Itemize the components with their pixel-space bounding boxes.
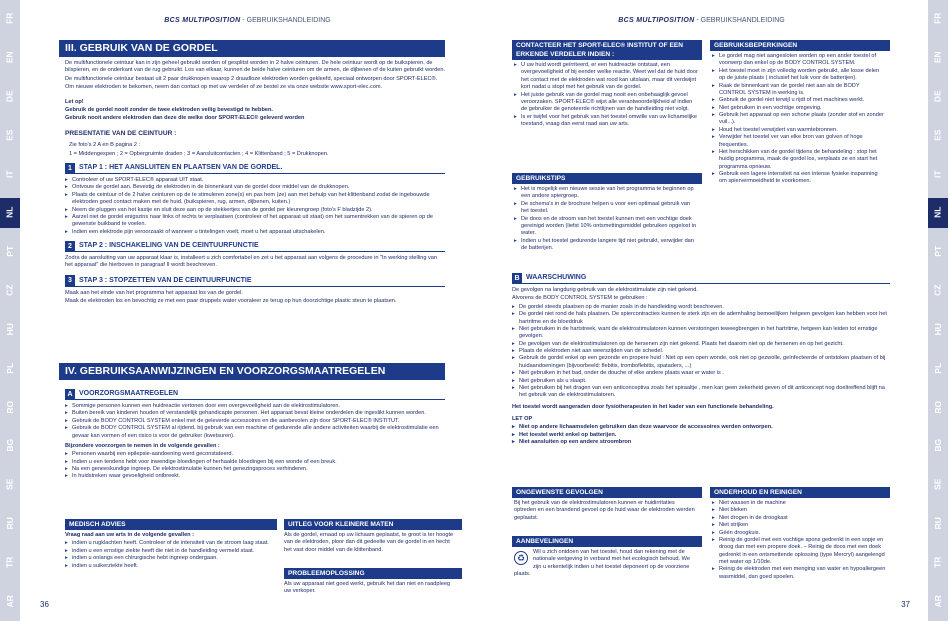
lang-tab-fr: [0, 14, 20, 23]
lang-tab-de: [928, 92, 948, 101]
recommendations-box: [512, 536, 702, 582]
lang-tab-label: EN: [932, 51, 943, 64]
list-item: ▸ De gevolgen van de elektrostimulatoren op de hersenen zijn niet gekend. Plaats het daarom niet op de hersenen en op het gezicht.: [512, 341, 890, 348]
lang-tab-nl: [0, 198, 20, 228]
warning-section: [512, 273, 890, 447]
list-item: ▸ Niet wassen in de machine: [712, 500, 886, 507]
list-item: ▸ Het toestel moet in zijn volledig worden gebruikt, alle losse delen op de juiste plaats ( inclusief het luik voor de batterijen).: [712, 68, 886, 83]
step-number: 3: [65, 275, 75, 286]
header-separator: -: [240, 17, 247, 24]
list-item: ▸ In huidstreken waar gevoeligheid ontbreekt.: [65, 473, 445, 480]
lang-tab-label: DE: [932, 90, 943, 103]
list-item: ▸ Het herschikken van de gordel tijdens de behandeling : stop het huidig programma, maak de gordel los, verplaats ze en start het programma opnieuw.: [712, 149, 886, 171]
lang-tab-se: [0, 480, 20, 489]
language-sidebar-right: [928, 0, 948, 621]
section-letter: B: [512, 273, 522, 284]
list-item: ▸ Indien u een tendens hebt voor inwendige bloedingen of herhaalde bloedingen bij een wonde of een breuk.: [65, 459, 445, 466]
list-item: ▸ Het is mogelijk een nieuwe sessie van het programma te beginnen op een andere spiergroep.: [514, 186, 698, 201]
lang-tab-label: DE: [4, 90, 15, 103]
list-item: ▸ Niet gebruiken in een vochtige omgeving.: [712, 105, 886, 112]
box-text: Wil u zich ontdoen van het toestel, houd dan rekening met de nationale wetgeving in verband met het ecologisch behoud. We zijn u erkentelijk indien u het toestel deponeert op de voorziene plaats.: [514, 549, 690, 578]
lang-tab-nl: [928, 198, 948, 228]
page-number: 37: [901, 600, 910, 610]
box-title: CONTACTEER HET SPORT-ELEC® INSTITUT OF EEN ERKENDE VERDELER INDIEN :: [512, 40, 702, 60]
lang-tab-label: HU: [932, 323, 943, 336]
lang-tab-label: ES: [932, 129, 943, 141]
list-item: ▸ Gebruik het apparaat op een schone plaats (zonder stof en zonder vuil...).: [712, 112, 886, 127]
presentation-heading: PRESENTATIE VAN DE CEINTUUR :: [65, 129, 177, 137]
list-item: ▸ Neem de pluggen van het kastje en sluit deze aan op de stekkertjes van de gordel per kleurengroep (foto's F bladzijde 2).: [65, 207, 445, 214]
list-item: ▸ Raak de binnenkant van de gordel niet aan als de BODY CONTROL SYSTEM in werking is.: [712, 83, 886, 98]
lang-tab-label: CZ: [4, 284, 15, 297]
list-item: ▸ Niet gebruiken als u slaapt.: [512, 378, 890, 385]
section-title: IV. GEBRUIKSAANWIJZINGEN EN VOORZORGSMAATREGELEN: [59, 363, 445, 380]
subsection-title: VOORZORGSMAATREGELEN: [79, 390, 179, 398]
lang-tab-label: PT: [932, 246, 943, 257]
presentation-text: Zie foto's 2 A en B pagina 2 :: [69, 142, 141, 149]
list-item: ▸ Aarzel niet de gordel enigszins naar links of rechts te verplaatsen (controleer of het apparaat uit staat) om het samentrekken van de spieren op de gewenste buikband te voelen.: [65, 214, 445, 229]
intro-paragraph: De multifunctionele ceintuur bestaat uit 2 paar drukknopen waarop 2 draadloze elektroden worden gekleefd, speciaal ontworpen door SPORT-ELEC®.: [65, 75, 438, 82]
list-item: ▸ indien u onlangs een chirurgische hebt ingreep ondergaan.: [65, 555, 273, 562]
lang-tab-label: IT: [4, 170, 15, 178]
list-item: ▸ Indien u het toestel gedurende langere tijd niet gebruikt, verwijder dan de batterijen.: [514, 238, 698, 253]
list-item: ▸ Gebruik de BODY CONTROL SYSTEM al rijdend, bij gebruik van een machine of gedurende alle andere activiteiten waarbij de elektrostimulatie een gevaar kan vormen of een risico is voor de gebruiker (kwetsuren).: [65, 425, 445, 440]
recommendation-note: Het toestel wordt aangeraden door fysiotherapeuten in het kader van een functionele behandeling.: [512, 403, 774, 410]
lang-tab-pl: [928, 364, 948, 373]
lang-tab-ru: [0, 519, 20, 528]
special-precautions-heading: Bijzondere voorzorgen te nemen in de volgende gevallen :: [65, 442, 220, 449]
list-item: ▸ Is er twijfel voor het gebruik van het toestel omwille van uw lichamelijke toestand, vraag dan eerst raad aan uw arts.: [514, 114, 698, 129]
language-sidebar-left: [0, 0, 20, 621]
page-header: [475, 16, 928, 25]
lang-tab-pl: [0, 364, 20, 373]
list-item: ▸ Gebruik de BODY CONTROL SYSTEM enkel met de geleverde accessoires en die aanbevolen zijn door SPORT-ELEC® INSTITUT.: [65, 418, 445, 425]
list-item: ▸ Buiten bereik van kinderen houden of verstandelijk gehandicapte personen. Het apparaat bevat kleine onderdelen die ingeslikt kunnen worden.: [65, 410, 445, 417]
lang-tab-tr: [928, 558, 948, 567]
section-letter: A: [65, 389, 75, 400]
box-lead: Vraag raad aan uw arts in de volgende gevallen :: [65, 532, 195, 538]
list-item: ▸ Na een geneeskundige ingreep. De elektrostimulatie kunnen het genezingsproces verhinderen.: [65, 466, 445, 473]
lang-tab-ar: [0, 594, 20, 607]
page-header: [20, 16, 475, 25]
list-item: ▸ Controleer of uw SPORT-ELEC® apparaat UIT staat.: [65, 177, 445, 184]
list-item: ▸ Gebruik een lagere intensiteit na een intense fysieke inspanning om spiervermoeidheid te voorkomen.: [712, 171, 886, 186]
page-number: 36: [40, 600, 49, 610]
list-item: ▸ Personen waarbij een epilepsie-aandoening werd geconstateerd.: [65, 451, 445, 458]
lang-tab-label: RU: [4, 517, 15, 530]
presentation-legend: 1 = Middengespen ; 2 = Opbergruimte draden ; 3 = Aansluitcontacten ; 4 = Klittenband ; 5 = Drukknopen.: [69, 150, 329, 157]
box-text: Als de gordel, ernaad op uw lichaam geplaatst, te groot is ter hoogte van de elektroden, ploor dan dit gedeelte van de gordel in en hecht het vast door middel van de klittenband.: [284, 532, 454, 553]
lang-tab-label: EN: [4, 51, 15, 64]
list-item: ▸ De gordel niet rond de hals plaatsen. De spiercontracties kunnen te sterk zijn en de ademhaling bemoeilijken hetgeen gevolgen kan hebben voor het hartritme en de bloeddruk: [512, 311, 890, 326]
brand-logo: BCS MULTIPOSITION: [618, 17, 695, 24]
lang-tab-pt: [0, 247, 20, 256]
lang-tab-es: [0, 131, 20, 140]
precautions-section: [65, 389, 445, 481]
lang-tab-label: RO: [932, 400, 943, 414]
lang-tab-label: AR: [4, 594, 15, 607]
smaller-sizes-box: [284, 519, 462, 557]
list-item: ▸ U uw huid wordt geïrriteerd, er een huidreactie ontstaat, een overgevoeligheid of bij eender welke reactie. Weet wel dat de huid door het contact met de elektroden wat rood kan uitslaan, maar dit verdwijnt kort nadat u stopt met het gebruik van de gordel.: [514, 62, 698, 92]
list-item: ▸ Gebruik de gordel enkel op een gezonde en propere huid : Niet op een open wonde, ook niet op gezwolle, geïnfecteerde of ontstoken plaatsen of bij huidaandoeningen (bijvoorbeeld: flebitis, tromboflebitis, spataders, ...): [512, 355, 890, 370]
letop-list: [512, 424, 890, 446]
box-title: MEDISCH ADVIES: [65, 519, 277, 530]
list-item: ▸ De gordel steeds plaatsen op de manier zoals in de handleiding wordt beschreven.: [512, 304, 890, 311]
step2-header: [65, 241, 445, 252]
lang-tab-label: TR: [932, 556, 943, 568]
lang-tab-bg: [0, 441, 20, 450]
list-item: ▸ Niet gebruiken in de hartstreek, want de elektrostimulatoren kunnen verstoringen teweegbrengen in het hartritme, hetgeen kan leiden tot ernstige gevolgen.: [512, 326, 890, 341]
list-item: ▸ indien u suikerziekte heeft.: [65, 563, 273, 570]
warning-text: Gebruik nooit andere elektroden dan deze die welke door SPORT-ELEC® geleverd worden: [65, 115, 305, 122]
lang-tab-label: PL: [932, 362, 943, 374]
list-item: ▸ Géén droogkuis.: [712, 530, 886, 537]
intro-paragraph: De multifunctionele ceintuur kan in zijn geheel gebruikt worden of gesplitst worden in 2 halve ceinturen. De hele ceintuur wordt op de buikspieren, de bilspieren, en de onderkant van de rug gebruikt. Los van elkaar, kunnen de beide halve ceinturen om de armen, de dijbenen of de kuiten gebruikt worden.: [65, 60, 446, 74]
lang-tab-bg: [928, 441, 948, 450]
lang-tab-label: FR: [932, 12, 943, 25]
warning-list: [512, 304, 890, 400]
list-item: ▸ Sommige personen kunnen een huidreactie vertonen door een overgevoeligheid aan de elektrostimulatoren.: [65, 403, 445, 410]
list-item: ▸ Niet aansluiten op een andere stroombron: [512, 439, 890, 446]
list-item: ▸ Niet gebruiken in het bad, onder de douche of elke andere plaats waar er water is .: [512, 370, 890, 377]
list-item: ▸ Plaats de elektroden niet aan weerszijden van de schedel.: [512, 348, 890, 355]
lang-tab-cz: [0, 286, 20, 295]
lang-tab-label: SE: [4, 478, 15, 491]
list-item: ▸ Het toestel werkt enkel op batterijen.: [512, 432, 890, 439]
precautions-header: [65, 389, 445, 400]
lang-tab-label: SE: [932, 478, 943, 491]
brand-logo: BCS MULTIPOSITION: [164, 17, 241, 24]
lang-tab-label: AR: [932, 594, 943, 607]
lang-tab-fr: [928, 14, 948, 23]
lang-tab-label: BG: [4, 439, 15, 452]
warning-text: Gebruik de gordel nooit zonder de twee elektroden veilig bevestigd te hebben.: [65, 106, 273, 113]
special-precautions-list: [65, 451, 445, 481]
list-item: ▸ Niet bleken: [712, 507, 886, 514]
box-text: Bij het gebruik van de elektrostimulatoren kunnen er huidirritaties optreden en een brandend gevoel op de huid waar de elektroden werden geplaatst.: [514, 500, 695, 521]
list-item: ▸ Reinig de gordel met een vochtige spons gedrenkt in een sopje en droog dan met een propere doek. – Reinig de doos met een doek gedrenkt in een ontsmettende oplossing (type Mercryl) aangelengd met water op 1/10de.: [712, 537, 886, 567]
lang-tab-hu: [928, 325, 948, 334]
lang-tab-label: RO: [4, 400, 15, 414]
step3-text: Maak aan het einde van het programma het apparaat los van de gordel.: [65, 289, 243, 296]
box-title: UITLEG VOOR KLEINERE MATEN: [284, 519, 462, 530]
right-page: [475, 0, 928, 621]
lang-tab-cz: [928, 286, 948, 295]
box-title: PROBLEEMOPLOSSING: [284, 568, 462, 579]
letop-heading: LET OP: [512, 416, 533, 422]
medical-advice-box: [65, 519, 277, 572]
lang-tab-it: [928, 170, 948, 179]
lang-tab-label: ES: [4, 129, 15, 141]
lang-tab-label: IT: [932, 170, 943, 178]
recycle-icon: ♻: [514, 551, 528, 565]
lang-tab-label: RU: [932, 517, 943, 530]
lang-tab-ro: [928, 400, 948, 414]
list-item: ▸ Niet op andere lichaamsdelen gebruiken dan deze waarvoor de accessoires werden ontworpen.: [512, 424, 890, 431]
step-title: STAP 1 : HET AANSLUITEN EN PLAATSEN VAN DE GORDEL.: [79, 164, 283, 172]
box-text: Als uw apparaat niet goed werkt, gebruik het dan niet en raadpleeg uw verkoper.: [284, 581, 451, 595]
list-item: ▸ Verwijder het toestel ver van elke bron van golven of hoge frequenties.: [712, 134, 886, 149]
lang-tab-tr: [0, 558, 20, 567]
step3-header: [65, 276, 445, 287]
list-item: ▸ De doos en de stroom van het toestel kunnen met een vochtige doek gereinigd worden (liefst 10% ontsmettingsmiddel gebruiken opgelost in water.: [514, 216, 698, 238]
header-subtitle: GEBRUIKSHANDLEIDING: [700, 17, 785, 24]
troubleshooting-box: [284, 568, 462, 599]
subsection-title: WAARSCHUWING: [526, 274, 587, 282]
lang-tab-label: PL: [4, 362, 15, 374]
lang-tab-ro: [0, 400, 20, 414]
usage-tips-box: [512, 173, 702, 254]
list-item: ▸ Niet gebruiken bij het dragen van een anticonceptiva zoals het spiraaltje , men kan geen zekerheid geven of dit anticoncept nog doeltreffend blijft na het gebruik van de elektrostimulatoren.: [512, 385, 890, 400]
step-number: 1: [65, 163, 75, 174]
contact-box: [512, 40, 702, 130]
lang-tab-label: NL: [932, 207, 943, 219]
lang-tab-en: [928, 53, 948, 62]
list-item: ▸ Niet strijken: [712, 522, 886, 529]
section-body: [65, 60, 445, 307]
box-title: ONGEWENSTE GEVOLGEN: [512, 487, 702, 498]
lang-tab-label: PT: [4, 246, 15, 257]
lang-tab-en: [0, 53, 20, 62]
warning-intro: Alvorens de BODY CONTROL SYSTEM te gebruiken :: [512, 295, 648, 302]
list-item: ▸ Houd het toestel verwijdert van warmtebronnen.: [712, 127, 886, 134]
lang-tab-label: CZ: [932, 284, 943, 297]
step1-header: [65, 163, 445, 174]
maintenance-box: [710, 487, 890, 583]
precautions-list: [65, 403, 445, 440]
warning-header: [512, 273, 890, 284]
list-item: ▸ De schema's in de brochure helpen u voor een optimaal gebruik van het toestel.: [514, 201, 698, 216]
list-item: ▸ indien u rugklachten heeft. Controleer of de intensiteit van de stroom laag staat.: [65, 540, 273, 547]
left-page: [20, 0, 475, 621]
side-effects-box: [512, 487, 702, 525]
box-title: ONDERHOUD EN REINIGEN: [710, 487, 890, 498]
lang-tab-label: BG: [932, 439, 943, 452]
step-title: STAP 3 : STOPZETTEN VAN DE CEINTUURFUNCTIE: [79, 277, 252, 285]
list-item: ▸ Plaats de ceintuur of de 2 halve ceinturen op de te stimuleren zone(s) en pas hem (ze) aan met behulp van het klittenband zodat de ingebouwde elektroden goed contact maken met de huid. (buikspieren, rug, armen, dijbenen, kuiten.): [65, 192, 445, 207]
lang-tab-it: [0, 170, 20, 179]
list-item: ▸ Indien een elektrode pijn veroorzaakt of wanneer u tintelingen voelt, moet u het apparaat uitschakelen.: [65, 229, 445, 236]
list-item: ▸ Niet drogen in de droogkast: [712, 515, 886, 522]
list-item: ▸ Le gordel mag niet aangesloten worden op een ander toestel of voorwerp dan enkel op de BODY CONTROL SYSTEM.: [712, 53, 886, 68]
warning-heading: Let op!: [65, 98, 84, 105]
box-title: GEBRUIKSBEPERKINGEN: [710, 40, 890, 51]
lang-tab-es: [928, 131, 948, 140]
lang-tab-de: [0, 92, 20, 101]
list-item: ▸ Gebruik de gordel niet terwijl u rijdt of met machines werkt.: [712, 97, 886, 104]
intro-paragraph: Om nieuwe elektroden te bekomen, neem dan contact op met uw verdeler of ze bestel ze via onze website www.sport-elec.com.: [65, 84, 383, 91]
box-title: AANBEVELINGEN: [512, 536, 702, 547]
lang-tab-pt: [928, 247, 948, 256]
list-item: ▸ Ontvouw de gordel aan. Bevestig de elektroden in de binnenkant van de gordel door middel van de drukknopen.: [65, 184, 445, 191]
lang-tab-label: NL: [4, 207, 15, 219]
warning-intro: De gevolgen na langdurig gebruik van de elektrostimulatie zijn niet gekend.: [512, 287, 698, 293]
lang-tab-se: [928, 480, 948, 489]
lang-tab-label: TR: [4, 556, 15, 568]
box-title: GEBRUIKSTIPS: [512, 173, 702, 184]
lang-tab-ru: [928, 519, 948, 528]
step2-text: Zodra de aansluiting van uw apparaat klaar is, installeert u zich comfortabel en zet u het apparaat aan volgens de procedure in "In werking stelling van het apparaat" die hierboven in paragraaf II wordt beschreven.: [65, 255, 438, 269]
lang-tab-hu: [0, 325, 20, 334]
section-title: III. GEBRUIK VAN DE GORDEL: [59, 40, 445, 57]
step-title: STAP 2 : INSCHAKELING VAN DE CEINTUURFUNCTIE: [79, 242, 259, 250]
header-subtitle: GEBRUIKSHANDLEIDING: [246, 17, 331, 24]
lang-tab-ar: [928, 594, 948, 607]
restrictions-box: [710, 40, 890, 188]
lang-tab-label: FR: [4, 12, 15, 25]
list-item: ▸ Het juiste gebruik van de gordel mag nooit een onbehaaglijk gevoel veroorzaken. SPORT-ELEC® wijst alle verantwoordelijkheid af indien de gebruiker de genoteerde richtlijnen van de handleiding niet volgt.: [514, 92, 698, 114]
step1-list: [65, 177, 445, 236]
list-item: ▸ indien u een ernstige ziekte heeft die niet in de handleiding vermeld staat.: [65, 548, 273, 555]
step-number: 2: [65, 241, 75, 252]
lang-tab-label: HU: [4, 323, 15, 336]
header-separator: -: [694, 17, 701, 24]
list-item: ▸ Reinig de elektroden met een menging van water en hypoallergeen wasmiddel, dan goed spoelen.: [712, 566, 886, 581]
step3-text: Maak de elektroden los en bevochtig ze met een paar druppels water vooraleer ze terug op hun doorzichtige plastic steun te plaatsen.: [65, 298, 397, 305]
